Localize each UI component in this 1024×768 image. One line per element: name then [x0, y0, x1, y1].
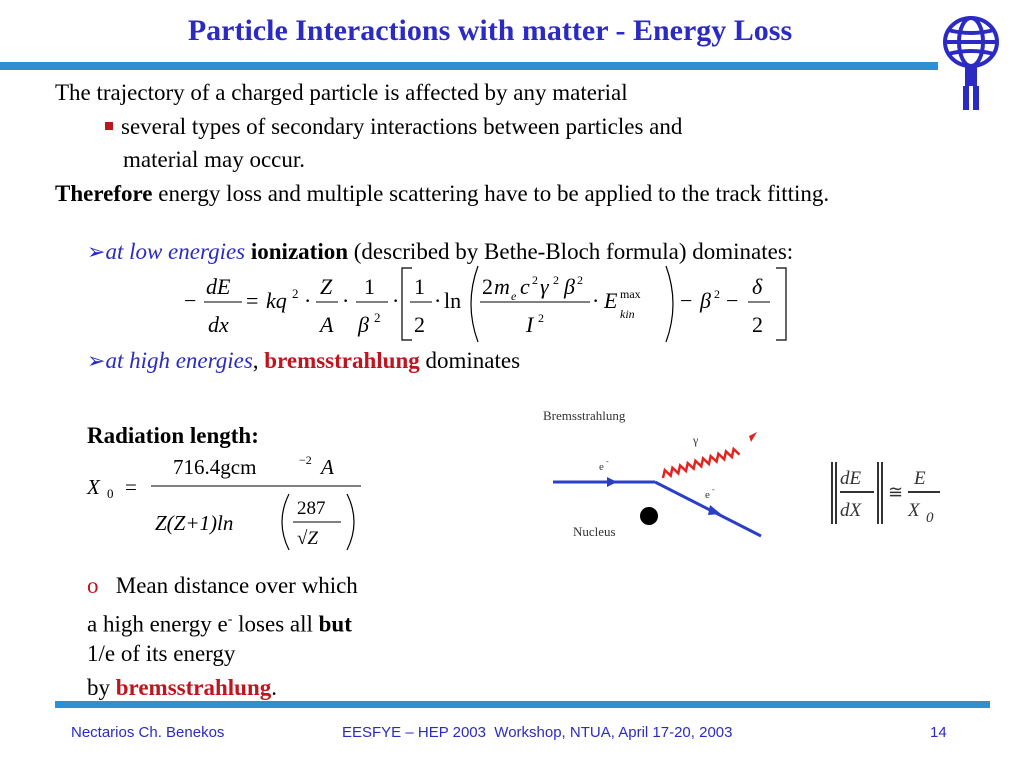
mean-text-2a: a high energy e	[87, 611, 228, 637]
low-energy-italic: at low energies	[105, 239, 246, 264]
svg-text:·: ·	[342, 288, 350, 313]
bb-gamma: γ	[540, 274, 549, 299]
arrow-bullet-icon: ➢	[87, 348, 106, 373]
page-number: 14	[930, 724, 947, 741]
rel-sub0: 0	[926, 510, 934, 526]
photon-wavy-line	[661, 448, 740, 478]
rl-lhs: X	[87, 475, 100, 499]
bullet-text-1: several types of secondary interactions between particles and	[121, 114, 683, 139]
rl-287: 287	[297, 498, 326, 519]
bb-half-den: 2	[414, 312, 425, 337]
bb-I: I	[526, 312, 534, 337]
bullet-text-2: material may occur.	[123, 147, 306, 172]
high-energy-rest: dominates	[419, 348, 521, 373]
svg-text:2: 2	[538, 311, 544, 325]
energy-relation-formula	[828, 458, 953, 530]
bremsstrahlung-diagram	[535, 402, 785, 552]
nucleus-label: Nucleus	[573, 524, 616, 539]
e-out-sup: -	[712, 485, 715, 494]
rl-A: A	[321, 455, 334, 479]
svg-text:−: −	[680, 288, 693, 313]
mean-but: but	[318, 611, 352, 637]
mean-text-4-end: .	[271, 675, 277, 700]
bb-ln: ln	[444, 288, 462, 313]
footer-author: Nectarios Ch. Benekos	[71, 724, 225, 741]
diagram-title: Bremsstrahlung	[543, 408, 626, 423]
bethe-bloch-formula	[180, 262, 790, 346]
radiation-length-formula	[85, 452, 370, 554]
bb-delta-den: 2	[752, 312, 763, 337]
bb-beta: β	[358, 312, 369, 337]
gamma-label: γ	[693, 433, 699, 447]
rl-sqrtZ: √Z	[297, 528, 318, 549]
square-bullet-icon	[105, 122, 113, 130]
svg-text:=: =	[125, 475, 137, 499]
arrow-icon	[708, 505, 721, 515]
therefore-line	[55, 180, 829, 208]
bb-m: m	[494, 274, 510, 299]
bb-e-sub: e	[511, 289, 517, 303]
arrow-bullet-icon: ➢	[87, 239, 106, 264]
footer-event: EESFYE – HEP 2003 Workshop, NTUA, April 17-20, 2003	[342, 724, 733, 741]
high-energy-line	[87, 347, 520, 375]
title-divider	[0, 62, 938, 70]
intro-line: The trajectory of a charged particle is affected by any material	[55, 80, 628, 105]
circle-bullet-icon: o	[87, 573, 99, 598]
bb-max: max	[620, 287, 641, 301]
arrow-icon	[749, 432, 757, 442]
atlas-logo	[938, 10, 1004, 112]
svg-text:·: ·	[304, 288, 312, 313]
svg-text:2: 2	[482, 274, 493, 299]
mean-line-1	[87, 572, 358, 600]
slide-title: Particle Interactions with matter - Energy Loss	[187, 14, 793, 47]
arrow-icon	[607, 477, 617, 487]
mean-sup: -	[227, 612, 233, 627]
mean-text-4a: by	[87, 675, 116, 700]
bb-dE: dE	[206, 274, 231, 299]
mean-text-1: Mean distance over which	[115, 573, 358, 598]
intro-bullet	[105, 113, 682, 141]
e-out-label: e	[705, 489, 710, 501]
bb-kq: kq	[266, 288, 287, 313]
svg-text:=: =	[246, 288, 259, 313]
rel-E: E	[914, 468, 926, 489]
high-energy-italic: at high energies	[105, 348, 253, 373]
mean-line-4	[87, 674, 277, 702]
svg-text:2: 2	[532, 273, 538, 287]
bremsstrahlung-bold: bremsstrahlung	[264, 348, 420, 373]
svg-text:2: 2	[714, 287, 720, 301]
svg-text:2: 2	[553, 273, 559, 287]
bb-A: A	[320, 312, 334, 337]
bb-half-num: 1	[414, 274, 425, 299]
mean-text-2b: loses all	[232, 611, 319, 637]
rl-lhs-sub: 0	[107, 486, 114, 501]
e-in-label: e	[599, 461, 604, 473]
low-energy-rest: (described by Bethe-Bloch formula) dominates:	[348, 239, 794, 264]
bb-Ekin: E	[604, 288, 618, 313]
rel-approx: ≅	[888, 482, 904, 502]
svg-text:−: −	[184, 288, 197, 313]
bb-kin: kin	[620, 307, 635, 321]
nucleus-dot	[640, 507, 658, 525]
svg-text:·: ·	[392, 288, 400, 313]
rel-X: X	[908, 500, 920, 521]
svg-text:·: ·	[434, 288, 442, 313]
rel-dX: dX	[840, 500, 862, 521]
svg-text:2: 2	[374, 310, 381, 325]
radiation-heading: Radiation length:	[87, 423, 259, 448]
mean-line-2	[87, 606, 352, 639]
svg-text:−: −	[726, 288, 739, 313]
bb-beta2: β	[564, 274, 575, 299]
bb-one: 1	[364, 274, 375, 299]
svg-text:·: ·	[592, 288, 600, 313]
therefore-bold: Therefore	[55, 181, 153, 206]
rl-denominator: Z(Z+1)ln	[155, 511, 234, 535]
bb-beta3: β	[700, 288, 711, 313]
rl-exp: −2	[299, 453, 312, 467]
high-energy-comma: ,	[252, 348, 259, 373]
rl-numerator: 716.4gcm	[173, 455, 257, 479]
rel-dE: dE	[840, 468, 862, 489]
bb-Z: Z	[320, 274, 333, 299]
bb-c: c	[520, 274, 530, 299]
bb-delta: δ	[752, 274, 763, 299]
svg-text:2: 2	[577, 273, 583, 287]
mean-bremsstrahlung: bremsstrahlung	[115, 675, 272, 700]
e-in-sup: -	[606, 457, 609, 466]
svg-text:2: 2	[292, 286, 299, 301]
bb-dx: dx	[208, 312, 229, 337]
footer-divider	[55, 701, 990, 708]
therefore-rest: energy loss and multiple scattering have to be applied to the track fitting.	[152, 181, 830, 206]
mean-line-3: 1/e of its energy	[87, 641, 236, 666]
ionization-bold: ionization	[250, 239, 348, 264]
